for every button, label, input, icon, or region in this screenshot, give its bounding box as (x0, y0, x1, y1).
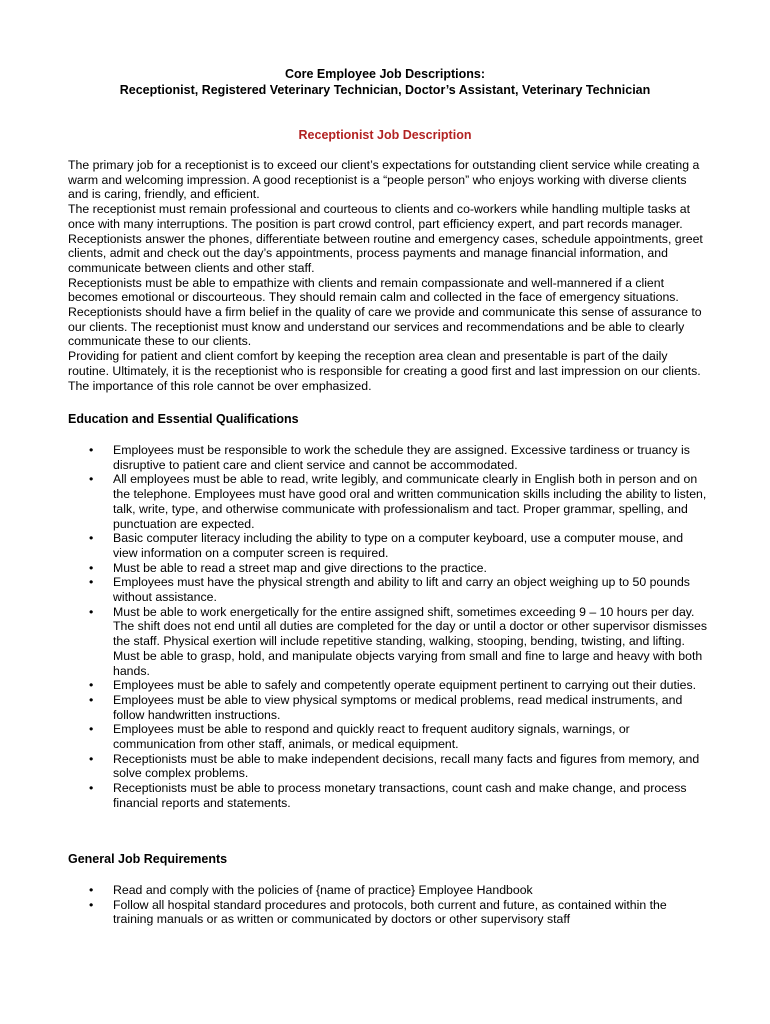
bullet-icon: • (89, 604, 94, 619)
bullet-icon: • (89, 722, 94, 737)
list-item-text: Employees must be able to respond and quickly react to frequent auditory signals, warnings, or communication from other staff, animals, or medical equipment. (113, 722, 630, 752)
list-item-text: Must be able to read a street map and give directions to the practice. (113, 560, 487, 575)
bullet-icon: • (89, 692, 94, 707)
list-item-text: All employees must be able to read, write legibly, and communicate clearly in English both in person and on the telephone. Employees must have good oral and written communication skills including the ability to listen, talk, write, type, and otherwise communicate with professionalism and tact. Proper grammar, spelling, and punctuation are expected. (113, 472, 707, 531)
bullet-icon: • (89, 560, 94, 575)
document-title (0, 67, 770, 98)
list-item (68, 752, 708, 781)
list-item-text: Employees must have the physical strength and ability to lift and carry an object weighing up to 50 pounds without assistance. (113, 575, 690, 605)
receptionist-section-heading: Receptionist Job Description (298, 128, 472, 142)
intro-paragraph: Providing for patient and client comfort by keeping the reception area clean and presentable is part of the daily routine. Ultimately, it is the receptionist who is responsible for creating a good first and last impression on our clients. The importance of this role cannot be over emphasized. (68, 349, 701, 393)
list-item (68, 693, 708, 722)
list-item (68, 531, 708, 560)
bullet-icon: • (89, 781, 94, 796)
list-item (68, 561, 708, 576)
list-item (68, 883, 708, 898)
intro-paragraph: The receptionist must remain professional and courteous to clients and co-workers while handling multiple tasks at once with many interruptions. The position is part crowd control, part efficiency expert, and part records manager. Receptionists answer the phones, differentiate between routine and emergency cases, schedule appointments, greet clients, admit and check out the day’s appointments, process payments and manage financial information, and communicate between clients and other staff. (68, 202, 703, 275)
bullet-icon: • (89, 531, 94, 546)
intro-paragraph: Receptionists must be able to empathize with clients and remain compassionate and well-mannered if a client becomes emotional or discourteous. They should remain calm and collected in the face of emergency situations. Receptionists should have a firm belief in the quality of care we provide and communicate this sense of assurance to our clients. The receptionist must know and understand our services and recommendations and be able to clearly communicate these to our clients. (68, 275, 702, 349)
education-heading: Education and Essential Qualifications (68, 412, 299, 426)
list-item (68, 605, 708, 679)
title-line-1: Core Employee Job Descriptions: (284, 67, 486, 81)
bullet-icon: • (89, 472, 94, 487)
general-requirements-heading: General Job Requirements (68, 852, 228, 866)
education-list (68, 443, 708, 811)
bullet-icon: • (89, 443, 94, 457)
list-item (68, 898, 708, 927)
list-item-text: Follow all hospital standard procedures and protocols, both current and future, as contained within the training manuals or as written or communicated by doctors or other supervisory staff (113, 897, 667, 927)
bullet-icon: • (89, 897, 94, 912)
list-item (68, 443, 708, 472)
list-item-text: Read and comply with the policies of {name of practice} Employee Handbook (113, 883, 533, 897)
list-item-text: Basic computer literacy including the ability to type on a computer keyboard, use a computer mouse, and view information on a computer screen is required. (113, 531, 684, 560)
list-item (68, 781, 708, 810)
bullet-icon: • (89, 678, 94, 693)
list-item-text: Receptionists must be able to process monetary transactions, count cash and make change, and process financial reports and statements. (113, 781, 687, 810)
list-item (68, 722, 708, 751)
list-item-text: Employees must be able to safely and competently operate equipment pertinent to carrying out their duties. (113, 678, 697, 693)
title-line-2: Receptionist, Registered Veterinary Technician, Doctor’s Assistant, Veterinary Technician (119, 82, 651, 97)
bullet-icon: • (89, 575, 94, 590)
list-item (68, 678, 708, 693)
list-item (68, 575, 708, 604)
list-item-text: Must be able to work energetically for the entire assigned shift, sometimes exceeding 9 – 10 hours per day. The shift does not end until all duties are completed for the day or until a doctor or other supervisor dismisses the staff. Physical exertion will include repetitive standing, walking, stooping, bending, twisting, and lifting. Must be able to grasp, hold, and manipulate objects varying from small and fine to large and heavy with both hands. (113, 604, 707, 678)
list-item-text: Employees must be able to view physical symptoms or medical problems, read medical instruments, and follow handwritten instructions. (113, 692, 683, 722)
intro-paragraph: The primary job for a receptionist is to exceed our client’s expectations for outstanding client service while creating a warm and welcoming impression. A good receptionist is a “people person” who enjoys working with diverse clients and is caring, friendly, and efficient. (68, 158, 700, 202)
bullet-icon: • (89, 883, 94, 897)
bullet-icon: • (89, 751, 94, 766)
list-item (68, 472, 708, 531)
intro-text (68, 158, 708, 393)
general-requirements-list (68, 883, 708, 927)
list-item-text: Employees must be responsible to work the schedule they are assigned. Excessive tardiness or truancy is disruptive to patient care and client service and cannot be accommodated. (113, 443, 690, 472)
list-item-text: Receptionists must be able to make independent decisions, recall many facts and figures from memory, and solve complex problems. (113, 751, 700, 781)
